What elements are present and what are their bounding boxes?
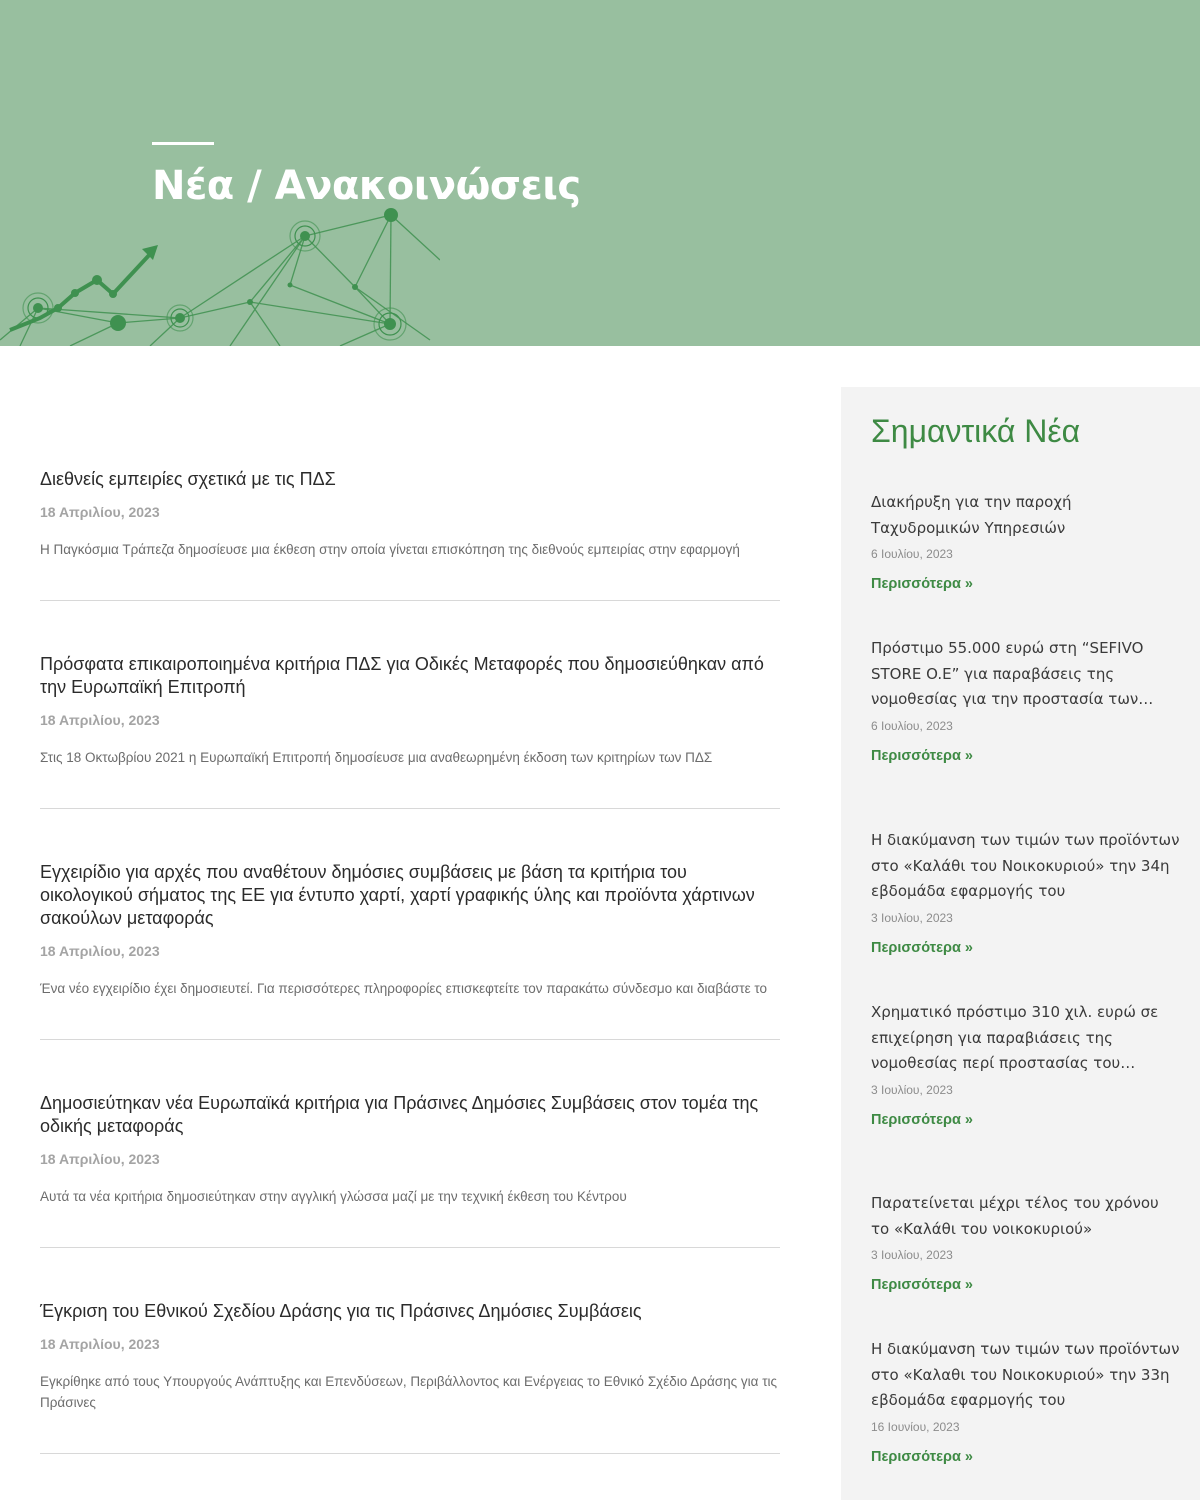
article-excerpt: Αυτά τα νέα κριτήρια δημοσιεύτηκαν στην αγγλική γλώσσα μαζί με την τεχνική έκθεση του Κέντρου [40,1189,627,1204]
sidebar-news-date: 6 Ιουλίου, 2023 [871,718,953,733]
page-hero [0,0,1200,346]
sidebar-news-item [871,1337,1181,1466]
article-title-link[interactable]: Διεθνείς εμπειρίες σχετικά με τις ΠΔΣ [40,469,336,489]
sidebar-title: Σημαντικά Νέα [871,413,1081,449]
sidebar-news-date: 3 Ιουλίου, 2023 [871,1248,953,1262]
article-excerpt: Εγκρίθηκε από τους Υπουργούς Ανάπτυξης και Επενδύσεων, Περιβάλλοντος και Ενέργειας το Εθνικό Σχέδιο Δράσης για τις Πράσινες [40,1374,778,1410]
sidebar-news-title-link[interactable]: Πρόστιμο 55.000 ευρώ στη “SEFIVO STORE O.E” για παραβάσεις της νομοθεσίας για την προστασία των… [871,639,1154,708]
sidebar-news-title-link[interactable]: Η διακύμανση των τιμών των προϊόντων στο «Καλαθι του Νοικοκυριού» την 33η εβδομάδα εφαρμογής του [871,1340,1180,1409]
sidebar-news-date: 3 Ιουλίου, 2023 [871,1082,953,1097]
article-excerpt: Στις 18 Οκτωβρίου 2021 η Ευρωπαϊκή Επιτροπή δημοσίευσε μια αναθεωρημένη έκδοση των κριτηρίων των ΠΔΣ [40,750,713,765]
read-more-link[interactable]: Περισσότερα » [871,939,973,956]
sidebar-news-item [871,1191,1181,1294]
article-date: 18 Απριλίου, 2023 [40,943,160,959]
sidebar-news-title-link[interactable]: Χρηματικό πρόστιμο 310 χιλ. ευρώ σε επιχείρηση για παραβιάσεις της νομοθεσίας περί προστασίας του… [871,1003,1159,1072]
read-more-link[interactable]: Περισσότερα » [871,1111,973,1128]
network-growth-illustration [0,190,440,346]
sidebar-news-item [871,490,1181,593]
sidebar-news-title-link[interactable]: Παρατείνεται μέχρι τέλος του χρόνου το «Καλάθι του νοικοκυριού» [871,1194,1159,1238]
article-date: 18 Απριλίου, 2023 [40,1336,160,1352]
article-title-link[interactable]: Εγχειρίδιο για αρχές που αναθέτουν δημόσιες συμβάσεις με βάση τα κριτήρια του οικολογικού σήματος της ΕΕ για έντυπο χαρτί, χαρτί γραφικής ύλης και προϊόντα χάρτινων σακούλων μεταφοράς [40,862,755,928]
sidebar-news-date: 3 Ιουλίου, 2023 [871,910,953,925]
news-article [40,601,780,809]
news-list [40,346,780,1454]
article-title-link[interactable]: Δημοσιεύτηκαν νέα Ευρωπαϊκά κριτήρια για Πράσινες Δημόσιες Συμβάσεις στον τομέα της οδικής μεταφοράς [40,1093,759,1136]
article-date: 18 Απριλίου, 2023 [40,1151,160,1167]
article-date: 18 Απριλίου, 2023 [40,712,160,728]
sidebar-news-date: 16 Ιουνίου, 2023 [871,1419,960,1434]
sidebar-news-date: 6 Ιουλίου, 2023 [871,547,953,561]
sidebar-news-item [871,828,1181,957]
read-more-link[interactable]: Περισσότερα » [871,1448,973,1465]
article-title-link[interactable]: Έγκριση του Εθνικού Σχεδίου Δράσης για τις Πράσινες Δημόσιες Συμβάσεις [40,1301,642,1321]
sidebar-news-item [871,1000,1181,1129]
important-news-sidebar [841,387,1200,1500]
title-accent-rule [152,142,214,145]
page-title: Νέα / Ανακοινώσεις [152,163,581,209]
article-title-link[interactable]: Πρόσφατα επικαιροποιημένα κριτήρια ΠΔΣ για Οδικές Μεταφορές που δημοσιεύθηκαν από την Ευρωπαϊκή Επιτροπή [40,654,764,697]
article-excerpt: Ένα νέο εγχειρίδιο έχει δημοσιευτεί. Για περισσότερες πληροφορίες επισκεφτείτε τον παρακάτω σύνδεσμο και διαβάστε το [40,981,768,996]
read-more-link[interactable]: Περισσότερα » [871,576,973,592]
sidebar-news-title-link[interactable]: Η διακύμανση των τιμών των προϊόντων στο «Καλάθι του Νοικοκυριού» την 34η εβδομάδα εφαρμογής του [871,831,1180,900]
read-more-link[interactable]: Περισσότερα » [871,747,973,764]
read-more-link[interactable]: Περισσότερα » [871,1277,973,1293]
news-article [40,809,780,1040]
sidebar-news-title-link[interactable]: Διακήρυξη για την παροχή Ταχυδρομικών Υπηρεσιών [871,493,1072,537]
sidebar-news-item [871,636,1181,765]
article-excerpt: Η Παγκόσμια Τράπεζα δημοσίευσε μια έκθεση στην οποία γίνεται επισκόπηση της διεθνούς εμπειρίας στην εφαρμογή [40,542,740,557]
news-article [40,1040,780,1248]
news-article [40,346,780,601]
news-article [40,1248,780,1454]
article-date: 18 Απριλίου, 2023 [40,504,160,520]
